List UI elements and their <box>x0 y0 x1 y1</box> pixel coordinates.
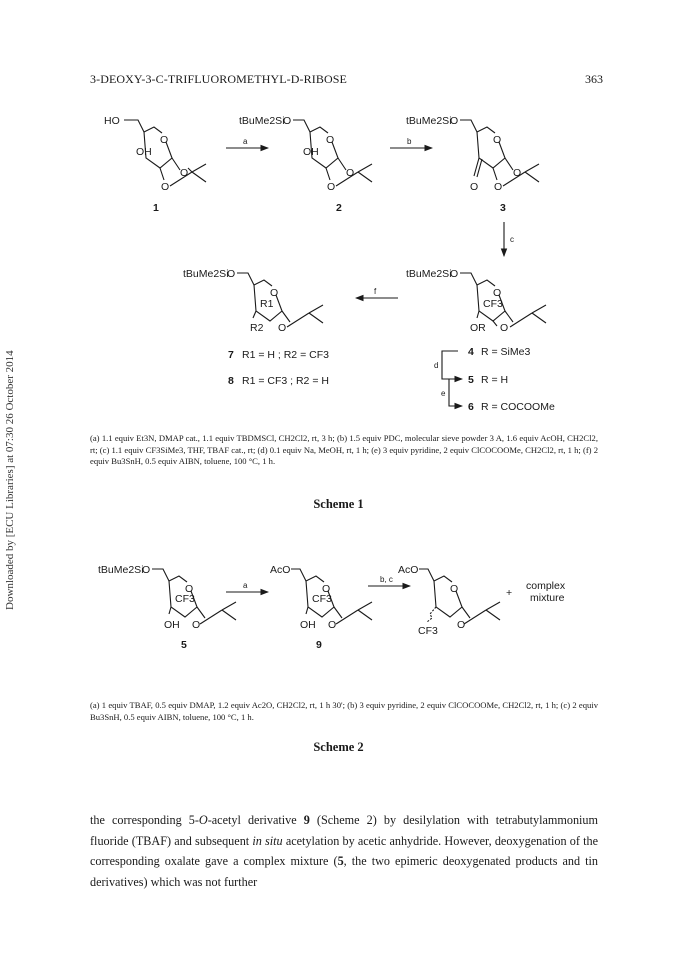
body-text-run: -acetyl derivative <box>207 813 304 827</box>
hydroxyl-group: OH <box>303 146 319 158</box>
hydroxyl-group: OH <box>164 619 180 631</box>
compound-number: 5 <box>468 374 474 386</box>
or-group: OR <box>470 322 486 334</box>
ring-oxygen: O <box>326 134 335 146</box>
compound-5-structure <box>98 564 236 651</box>
compound-3-structure <box>406 115 539 214</box>
substituent-definition: R1 = CF3 ; R2 = H <box>242 375 329 387</box>
page-number: 363 <box>585 72 603 86</box>
compound-number: 4 <box>468 346 474 358</box>
silyl-oxygen: O <box>283 115 292 127</box>
scheme1-conditions: (a) 1.1 equiv Et3N, DMAP cat., 1.1 equiv TBDMSCl, CH2Cl2, rt, 3 h; (b) 1.5 equiv PDC, molecular sieve powder 3 A, 1.6 equiv AcOH, CH2Cl2, rt; (c) 1.1 equiv CF3SiMe3, THF, TBAF cat., rt; (d) 0.1 equiv Na, MeOH, rt, 1 h; (e) 3 equiv pyridine, 2 equiv ClCOCOOMe, CH2Cl2, rt, 1 h; (f) 2 equiv Bu3SnH, 0.5 equiv AIBN, toluene, 100 °C, 1 h. <box>90 433 598 466</box>
ring-oxygen: O <box>160 134 169 146</box>
compound-2-structure <box>239 115 372 214</box>
tbs-group: tBuMe2Si <box>98 564 144 576</box>
scheme2-title: Scheme 2 <box>313 740 364 754</box>
arrow-label: b <box>407 137 412 146</box>
arrow-label: f <box>374 287 377 296</box>
complex-mixture-line2: mixture <box>530 592 565 604</box>
compound-number: 1 <box>153 202 159 214</box>
silyl-oxygen: O <box>227 268 236 280</box>
hydroxyl-group: OH <box>136 146 152 158</box>
compound-ref: 5 <box>337 854 344 868</box>
body-text-run: acetylation by acetic anhydride. However, deoxygenation of the corresponding oxalate gave a complex mixture ( <box>90 833 598 868</box>
ring-oxygen: O <box>493 134 502 146</box>
cf3-group: CF3 <box>483 298 503 310</box>
tbs-group: tBuMe2Si <box>239 115 285 127</box>
ring-oxygen: O <box>185 583 194 595</box>
download-watermark: Downloaded by [ECU Libraries] at 07:30 26 October 2014 <box>4 350 16 610</box>
scheme1-title: Scheme 1 <box>313 497 364 511</box>
acetonide-oxygen: O <box>161 181 170 193</box>
compound-ref: 9 <box>303 813 310 827</box>
compound-number: 5 <box>181 639 187 651</box>
acetonide-oxygen: O <box>457 619 466 631</box>
scheme2-conditions: (a) 1 equiv TBAF, 0.5 equiv DMAP, 1.2 equiv Ac2O, CH2Cl2, rt, 1 h 30'; (b) 3 equiv pyridine, 2 equiv ClCOCOOMe, CH2Cl2, rt, 1 h; (c) 2 equiv Bu3SnH, 0.5 equiv AIBN, toluene, 100 °C, 1 h. <box>90 700 598 722</box>
compound-number: 8 <box>228 375 234 387</box>
body-text-run: the corresponding 5- <box>90 813 199 827</box>
silyl-oxygen: O <box>450 268 459 280</box>
body-text-run: , the two epimeric deoxygenated products and tin derivatives) which was not further <box>90 854 598 889</box>
silyl-oxygen: O <box>450 115 459 127</box>
arrow-label: a <box>243 137 248 146</box>
acetonide-oxygen: O <box>346 167 355 179</box>
compound-number: 2 <box>336 202 342 214</box>
arrow-label: b, c <box>380 575 393 584</box>
compound-1-structure <box>104 115 206 214</box>
substituent-definition: R = H <box>481 374 509 386</box>
acetonide-oxygen: O <box>327 181 336 193</box>
compound-number: 9 <box>316 639 322 651</box>
compound-number: 7 <box>228 349 234 361</box>
compound-number: 6 <box>468 401 474 413</box>
ketone-oxygen: O <box>470 181 479 193</box>
cf3-group: CF3 <box>175 593 195 605</box>
arrow-label: a <box>243 581 248 590</box>
compound-4-6-structure <box>406 268 546 334</box>
body-paragraph <box>90 810 598 892</box>
arrow-label: d <box>434 361 439 370</box>
ring-oxygen: O <box>450 583 459 595</box>
r2-group: R2 <box>250 322 264 334</box>
acetonide-oxygen: O <box>328 619 337 631</box>
arrow-label: c <box>510 235 514 244</box>
compound-7-8-structure <box>183 268 323 334</box>
tbs-group: tBuMe2Si <box>406 115 452 127</box>
r1-group: R1 <box>260 298 274 310</box>
substituent-definition: R1 = H ; R2 = CF3 <box>242 349 329 361</box>
acetonide-oxygen: O <box>192 619 201 631</box>
compound-9-structure <box>270 564 372 651</box>
ring-oxygen: O <box>322 583 331 595</box>
acetonide-oxygen: O <box>494 181 503 193</box>
deoxy-product-structure <box>398 564 500 637</box>
ring-oxygen: O <box>493 287 502 299</box>
cf3-group: CF3 <box>418 625 438 637</box>
cf3-group: CF3 <box>312 593 332 605</box>
running-header-title: 3-DEOXY-3-C-TRIFLUOROMETHYL-D-RIBOSE <box>90 72 347 86</box>
complex-mixture-line1: complex <box>526 580 566 592</box>
acetoxy-group: AcO <box>398 564 419 576</box>
substituent-definition: R = COCOOMe <box>481 401 555 413</box>
tbs-group: tBuMe2Si <box>183 268 229 280</box>
plus-sign: + <box>506 587 513 599</box>
acetonide-oxygen: O <box>180 167 189 179</box>
arrow-label: e <box>441 389 446 398</box>
acetonide-oxygen: O <box>513 167 522 179</box>
silyl-oxygen: O <box>142 564 151 576</box>
hydroxyl-group: OH <box>300 619 316 631</box>
substituent-definition: R = SiMe3 <box>481 346 531 358</box>
ring-oxygen: O <box>270 287 279 299</box>
body-italic-run: in situ <box>252 833 283 848</box>
acetonide-oxygen: O <box>500 322 509 334</box>
ho-group: HO <box>104 115 120 127</box>
acetonide-oxygen: O <box>278 322 287 334</box>
tbs-group: tBuMe2Si <box>406 268 452 280</box>
acetoxy-group: AcO <box>270 564 291 576</box>
body-italic-run: O <box>198 813 208 827</box>
compound-number: 3 <box>500 202 506 214</box>
body-text-run: (Scheme 2) by desilylation with tetrabutylammonium fluoride (TBAF) and subsequent <box>90 813 598 848</box>
